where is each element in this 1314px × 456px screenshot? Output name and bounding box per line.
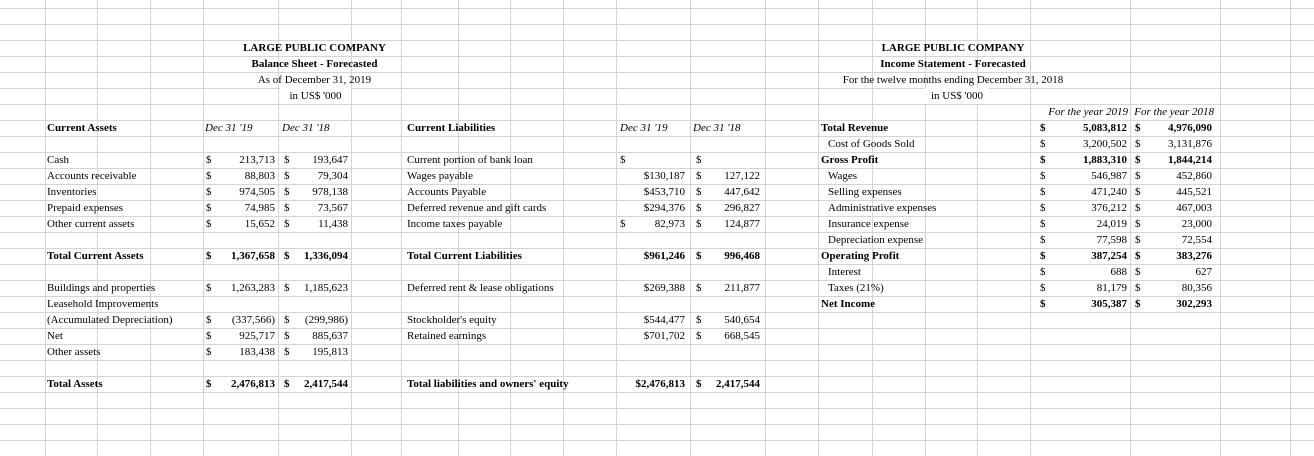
income-currency-2019[interactable]: $ — [1040, 154, 1046, 166]
income-currency-2019[interactable]: $ — [1040, 138, 1046, 150]
balance-sheet-date: As of December 31, 2019 — [257, 74, 372, 86]
asset-row-currency-2018[interactable]: $ — [284, 346, 290, 358]
asset-row-value-2018[interactable]: 1,185,623 — [304, 282, 348, 294]
liability-row-currency-2018[interactable]: $ — [696, 170, 702, 182]
asset-row-currency-2019[interactable]: $ — [206, 154, 212, 166]
income-value-2018[interactable]: 627 — [1195, 266, 1212, 278]
asset-row-label[interactable]: Inventories — [47, 186, 97, 198]
income-currency-2019[interactable]: $ — [1040, 202, 1046, 214]
equity-row-label[interactable]: Retained earnings — [407, 330, 487, 342]
liability-row-value-2019[interactable]: $294,376 — [643, 202, 685, 214]
income-row-label[interactable]: Depreciation expense — [828, 234, 923, 246]
asset-row-currency-2019[interactable]: $ — [206, 314, 212, 326]
asset-row-value-2019[interactable]: 88,803 — [244, 170, 275, 182]
liabilities-col-dec-2018[interactable]: Dec 31 '18 — [693, 122, 741, 134]
total-current-liabilities-label[interactable]: Total Current Liabilities — [407, 250, 522, 262]
asset-row-currency-2019[interactable]: $ — [206, 282, 212, 294]
income-statement-subtitle: Income Statement - Forecasted — [880, 58, 1026, 70]
asset-row-currency-2018[interactable]: $ — [284, 186, 290, 198]
income-currency-2019[interactable]: $ — [1040, 170, 1046, 182]
balance-sheet-subtitle: Balance Sheet - Forecasted — [251, 58, 378, 70]
total-assets-value-2019[interactable]: 2,476,813 — [231, 378, 275, 390]
liability-row-currency-2019[interactable]: $ — [620, 218, 626, 230]
income-value-2019[interactable]: 471,240 — [1091, 186, 1127, 198]
asset-row-currency-2018[interactable]: $ — [284, 154, 290, 166]
balance-sheet-company-title: LARGE PUBLIC COMPANY — [243, 42, 386, 54]
asset-row-currency-2019[interactable]: $ — [206, 186, 212, 198]
asset-row-value-2019[interactable]: 15,652 — [244, 218, 275, 230]
income-statement-company-title: LARGE PUBLIC COMPANY — [881, 42, 1025, 54]
income-currency-2019[interactable]: $ — [1040, 218, 1046, 230]
asset-row-currency-2018[interactable]: $ — [284, 330, 290, 342]
income-value-2018[interactable]: 383,276 — [1176, 250, 1212, 262]
total-current-assets-value-2018[interactable]: 1,336,094 — [304, 250, 348, 262]
asset-row-currency-2019[interactable]: $ — [206, 202, 212, 214]
income-currency-2019[interactable]: $ — [1040, 282, 1046, 294]
asset-row-label[interactable]: Buildings and properties — [47, 282, 156, 294]
income-row-label[interactable]: Taxes (21%) — [828, 282, 884, 294]
equity-row-value-2019[interactable]: $701,702 — [643, 330, 685, 342]
deferred-rent-row-currency-2018[interactable]: $ — [696, 282, 702, 294]
assets-col-dec-2018[interactable]: Dec 31 '18 — [282, 122, 330, 134]
liability-row-value-2019[interactable] — [625, 152, 685, 168]
income-value-2019[interactable]: 387,254 — [1091, 250, 1127, 262]
liability-row-value-2018[interactable] — [700, 152, 760, 168]
asset-row-value-2018[interactable]: 73,567 — [317, 202, 348, 214]
total-current-assets-label[interactable]: Total Current Assets — [47, 250, 144, 262]
liability-row-label[interactable]: Deferred revenue and gift cards — [407, 202, 547, 214]
total-current-liabilities-value-2019[interactable]: $961,246 — [643, 250, 685, 262]
equity-row-value-2018[interactable]: 668,545 — [724, 330, 760, 342]
asset-row-label[interactable]: Other assets — [47, 346, 101, 358]
income-value-2019[interactable]: 688 — [1110, 266, 1127, 278]
asset-row-value-2019[interactable]: (337,566) — [231, 314, 275, 326]
income-value-2018[interactable]: 452,860 — [1176, 170, 1212, 182]
total-assets-value-2018[interactable]: 2,417,544 — [304, 378, 348, 390]
total-liabilities-equity-value-2019[interactable]: $2,476,813 — [635, 378, 685, 390]
liability-row-label[interactable]: Wages payable — [407, 170, 473, 182]
asset-row-value-2018[interactable] — [290, 296, 348, 312]
liability-row-currency-2018[interactable]: $ — [696, 202, 702, 214]
income-value-2018[interactable]: 467,003 — [1176, 202, 1212, 214]
equity-row-value-2019[interactable]: $544,477 — [643, 314, 685, 326]
income-value-2019[interactable]: 376,212 — [1091, 202, 1127, 214]
equity-row-label[interactable]: Stockholder's equity — [407, 314, 497, 326]
asset-row-label[interactable]: Prepaid expenses — [47, 202, 124, 214]
total-liabilities-equity-currency-2018[interactable]: $ — [696, 378, 702, 390]
total-assets-currency-2019[interactable]: $ — [206, 378, 212, 390]
income-currency-2018[interactable]: $ — [1135, 186, 1141, 198]
liability-row-value-2018[interactable]: 127,122 — [724, 170, 760, 182]
income-currency-2018[interactable]: $ — [1135, 298, 1141, 310]
liability-row-value-2019[interactable]: $453,710 — [643, 186, 685, 198]
income-currency-2018[interactable]: $ — [1135, 202, 1141, 214]
income-value-2019[interactable]: 3,200,502 — [1083, 138, 1127, 150]
asset-row-value-2018[interactable]: (299,986) — [304, 314, 348, 326]
asset-row-value-2019[interactable]: 925,717 — [239, 330, 275, 342]
total-current-assets-currency-2019[interactable]: $ — [206, 250, 212, 262]
income-row-label[interactable]: Administrative expenses — [828, 202, 937, 214]
total-liabilities-equity-label[interactable]: Total liabilities and owners' equity — [407, 378, 569, 390]
income-value-2019[interactable]: 5,083,812 — [1083, 122, 1127, 134]
income-row-label[interactable]: Total Revenue — [821, 122, 889, 134]
deferred-rent-row-value-2018[interactable]: 211,877 — [724, 282, 760, 294]
income-row-label[interactable]: Selling expenses — [828, 186, 902, 198]
total-current-liabilities-currency-2018[interactable]: $ — [696, 250, 702, 262]
income-currency-2019[interactable]: $ — [1040, 250, 1046, 262]
income-currency-2018[interactable]: $ — [1135, 122, 1141, 134]
income-value-2018[interactable]: 302,293 — [1176, 298, 1212, 310]
asset-row-value-2018[interactable]: 978,138 — [312, 186, 348, 198]
asset-row-value-2019[interactable]: 974,505 — [239, 186, 275, 198]
income-value-2019[interactable]: 546,987 — [1091, 170, 1127, 182]
asset-row-value-2018[interactable]: 193,647 — [312, 154, 348, 166]
asset-row-currency-2019[interactable]: $ — [206, 346, 212, 358]
total-liabilities-equity-value-2018[interactable]: 2,417,544 — [716, 378, 760, 390]
asset-row-currency-2018[interactable]: $ — [284, 314, 290, 326]
asset-row-value-2019[interactable]: 183,438 — [239, 346, 275, 358]
income-value-2019[interactable]: 305,387 — [1091, 298, 1127, 310]
liability-row-value-2018[interactable]: 447,642 — [724, 186, 760, 198]
equity-row-currency-2018[interactable]: $ — [696, 314, 702, 326]
asset-row-value-2019[interactable]: 74,985 — [244, 202, 275, 214]
current-liabilities-header[interactable]: Current Liabilities — [407, 122, 496, 134]
income-currency-2018[interactable]: $ — [1135, 170, 1141, 182]
income-currency-2018[interactable]: $ — [1135, 234, 1141, 246]
asset-row-value-2018[interactable]: 885,637 — [312, 330, 348, 342]
income-currency-2018[interactable]: $ — [1135, 282, 1141, 294]
income-value-2019[interactable]: 24,019 — [1096, 218, 1127, 230]
income-value-2019[interactable]: 77,598 — [1096, 234, 1127, 246]
income-col-2019[interactable]: For the year 2019 — [1048, 106, 1128, 118]
liability-row-label[interactable]: Income taxes payable — [407, 218, 503, 230]
income-value-2018[interactable]: 72,554 — [1181, 234, 1212, 246]
asset-row-label[interactable]: Cash — [47, 154, 69, 166]
liability-row-currency-2018[interactable]: $ — [696, 154, 702, 166]
income-value-2018[interactable]: 80,356 — [1181, 282, 1212, 294]
income-value-2018[interactable]: 445,521 — [1176, 186, 1212, 198]
income-value-2018[interactable]: 3,131,876 — [1168, 138, 1212, 150]
deferred-rent-row-value-2019[interactable]: $269,388 — [643, 282, 685, 294]
liability-row-currency-2018[interactable]: $ — [696, 218, 702, 230]
income-row-label[interactable]: Cost of Goods Sold — [828, 138, 915, 150]
income-statement-units: in US$ '000 — [925, 88, 989, 104]
asset-row-currency-2019[interactable]: $ — [206, 218, 212, 230]
asset-row-value-2018[interactable]: 11,438 — [318, 218, 348, 230]
total-assets-currency-2018[interactable]: $ — [284, 378, 290, 390]
liability-row-value-2018[interactable]: 124,877 — [724, 218, 760, 230]
income-row-label[interactable]: Operating Profit — [821, 250, 900, 262]
income-row-label[interactable]: Wages — [828, 170, 858, 182]
income-currency-2018[interactable]: $ — [1135, 266, 1141, 278]
asset-row-value-2019[interactable] — [215, 296, 275, 312]
balance-sheet-units: in US$ '000 — [280, 88, 351, 104]
income-row-label[interactable]: Insurance expense — [828, 218, 909, 230]
income-col-2018[interactable]: For the year 2018 — [1134, 106, 1214, 118]
asset-row-label[interactable]: Net — [47, 330, 63, 342]
liability-row-value-2018[interactable]: 296,827 — [724, 202, 760, 214]
income-currency-2019[interactable]: $ — [1040, 186, 1046, 198]
liability-row-value-2019[interactable]: $130,187 — [643, 170, 685, 182]
income-value-2019[interactable]: 1,883,310 — [1083, 154, 1127, 166]
income-row-label[interactable]: Gross Profit — [821, 154, 879, 166]
total-current-assets-currency-2018[interactable]: $ — [284, 250, 290, 262]
income-currency-2018[interactable]: $ — [1135, 250, 1141, 262]
income-currency-2019[interactable]: $ — [1040, 266, 1046, 278]
income-currency-2019[interactable]: $ — [1040, 298, 1046, 310]
asset-row-currency-2018[interactable]: $ — [284, 282, 290, 294]
income-value-2019[interactable]: 81,179 — [1096, 282, 1127, 294]
asset-row-label[interactable]: (Accumulated Depreciation) — [47, 314, 173, 326]
liability-row-currency-2018[interactable]: $ — [696, 186, 702, 198]
asset-row-value-2018[interactable]: 79,304 — [317, 170, 348, 182]
equity-row-currency-2018[interactable]: $ — [696, 330, 702, 342]
income-row-label[interactable]: Net Income — [821, 298, 876, 310]
asset-row-currency-2018[interactable]: $ — [284, 202, 290, 214]
income-currency-2018[interactable]: $ — [1135, 154, 1141, 166]
income-value-2018[interactable]: 1,844,214 — [1168, 154, 1212, 166]
liability-row-label[interactable]: Current portion of bank loan — [407, 154, 533, 166]
total-assets-label[interactable]: Total Assets — [47, 378, 103, 390]
asset-row-value-2019[interactable]: 1,263,283 — [231, 282, 275, 294]
income-currency-2018[interactable]: $ — [1135, 218, 1141, 230]
asset-row-currency-2018[interactable]: $ — [284, 218, 290, 230]
asset-row-label[interactable]: Leasehold Improvements — [47, 298, 159, 310]
asset-row-currency-2019[interactable]: $ — [206, 170, 212, 182]
liability-row-label[interactable]: Accounts Payable — [407, 186, 487, 198]
asset-row-value-2018[interactable]: 195,813 — [312, 346, 348, 358]
liabilities-col-dec-2019[interactable]: Dec 31 '19 — [620, 122, 668, 134]
income-row-label[interactable]: Interest — [828, 266, 861, 278]
asset-row-value-2019[interactable]: 213,713 — [239, 154, 275, 166]
income-value-2018[interactable]: 23,000 — [1181, 218, 1212, 230]
liability-row-currency-2019[interactable]: $ — [620, 154, 626, 166]
current-assets-header[interactable]: Current Assets — [47, 122, 117, 134]
income-currency-2019[interactable]: $ — [1040, 234, 1046, 246]
income-currency-2018[interactable]: $ — [1135, 138, 1141, 150]
asset-row-label[interactable]: Other current assets — [47, 218, 135, 230]
asset-row-label[interactable]: Accounts receivable — [47, 170, 137, 182]
deferred-rent-row-label[interactable]: Deferred rent & lease obligations — [407, 282, 554, 294]
equity-row-value-2018[interactable]: 540,654 — [724, 314, 760, 326]
asset-row-currency-2018[interactable]: $ — [284, 170, 290, 182]
income-statement-period: For the twelve months ending December 31, 2018 — [842, 74, 1064, 86]
assets-col-dec-2019[interactable]: Dec 31 '19 — [205, 122, 253, 134]
liability-row-value-2019[interactable]: 82,973 — [654, 218, 685, 230]
total-current-assets-value-2019[interactable]: 1,367,658 — [231, 250, 275, 262]
income-value-2018[interactable]: 4,976,090 — [1168, 122, 1212, 134]
income-currency-2019[interactable]: $ — [1040, 122, 1046, 134]
asset-row-currency-2019[interactable]: $ — [206, 330, 212, 342]
total-current-liabilities-value-2018[interactable]: 996,468 — [724, 250, 760, 262]
